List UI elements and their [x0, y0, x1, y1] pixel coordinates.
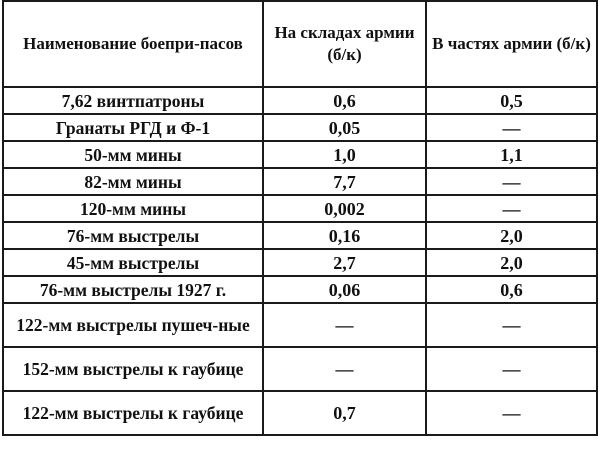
ammo-name-cell: Гранаты РГД и Ф-1 — [3, 114, 263, 141]
warehouse-cell: 0,06 — [263, 276, 426, 303]
table-row — [3, 249, 597, 276]
ammo-name-cell: 82-мм мины — [3, 168, 263, 195]
table-row — [3, 347, 597, 391]
ammunition-table — [2, 0, 598, 436]
table-row — [3, 114, 597, 141]
warehouse-cell: 0,7 — [263, 391, 426, 435]
ammo-name-cell: 122-мм выстрелы пушеч-ные — [3, 303, 263, 347]
table-row — [3, 222, 597, 249]
ammo-name-cell: 45-мм выстрелы — [3, 249, 263, 276]
warehouse-cell: 7,7 — [263, 168, 426, 195]
units-cell: — — [426, 168, 597, 195]
ammo-name-cell: 122-мм выстрелы к гаубице — [3, 391, 263, 435]
table-row — [3, 141, 597, 168]
warehouse-cell: — — [263, 347, 426, 391]
units-cell: 0,5 — [426, 87, 597, 114]
units-cell: 2,0 — [426, 222, 597, 249]
warehouse-cell: 0,002 — [263, 195, 426, 222]
units-cell: — — [426, 347, 597, 391]
ammo-name-cell: 76-мм выстрелы — [3, 222, 263, 249]
header-units: В частях армии (б/к) — [426, 1, 597, 87]
warehouse-cell: 1,0 — [263, 141, 426, 168]
units-cell: — — [426, 391, 597, 435]
header-ammunition-name: Наименование боепри-пасов — [3, 1, 263, 87]
ammo-name-cell: 50-мм мины — [3, 141, 263, 168]
ammo-name-cell: 7,62 винтпатроны — [3, 87, 263, 114]
units-cell: — — [426, 114, 597, 141]
table-header-row — [3, 1, 597, 87]
warehouse-cell: 2,7 — [263, 249, 426, 276]
ammo-name-cell: 76-мм выстрелы 1927 г. — [3, 276, 263, 303]
units-cell: 1,1 — [426, 141, 597, 168]
ammo-name-cell: 152-мм выстрелы к гаубице — [3, 347, 263, 391]
table-row — [3, 303, 597, 347]
ammo-name-cell: 120-мм мины — [3, 195, 263, 222]
table-row — [3, 87, 597, 114]
warehouse-cell: 0,6 — [263, 87, 426, 114]
units-cell: 2,0 — [426, 249, 597, 276]
warehouse-cell: 0,16 — [263, 222, 426, 249]
units-cell: 0,6 — [426, 276, 597, 303]
warehouse-cell: — — [263, 303, 426, 347]
table-row — [3, 168, 597, 195]
units-cell: — — [426, 195, 597, 222]
table-row — [3, 391, 597, 435]
warehouse-cell: 0,05 — [263, 114, 426, 141]
header-warehouse: На складах армии (б/к) — [263, 1, 426, 87]
table-row — [3, 195, 597, 222]
units-cell: — — [426, 303, 597, 347]
table-row — [3, 276, 597, 303]
